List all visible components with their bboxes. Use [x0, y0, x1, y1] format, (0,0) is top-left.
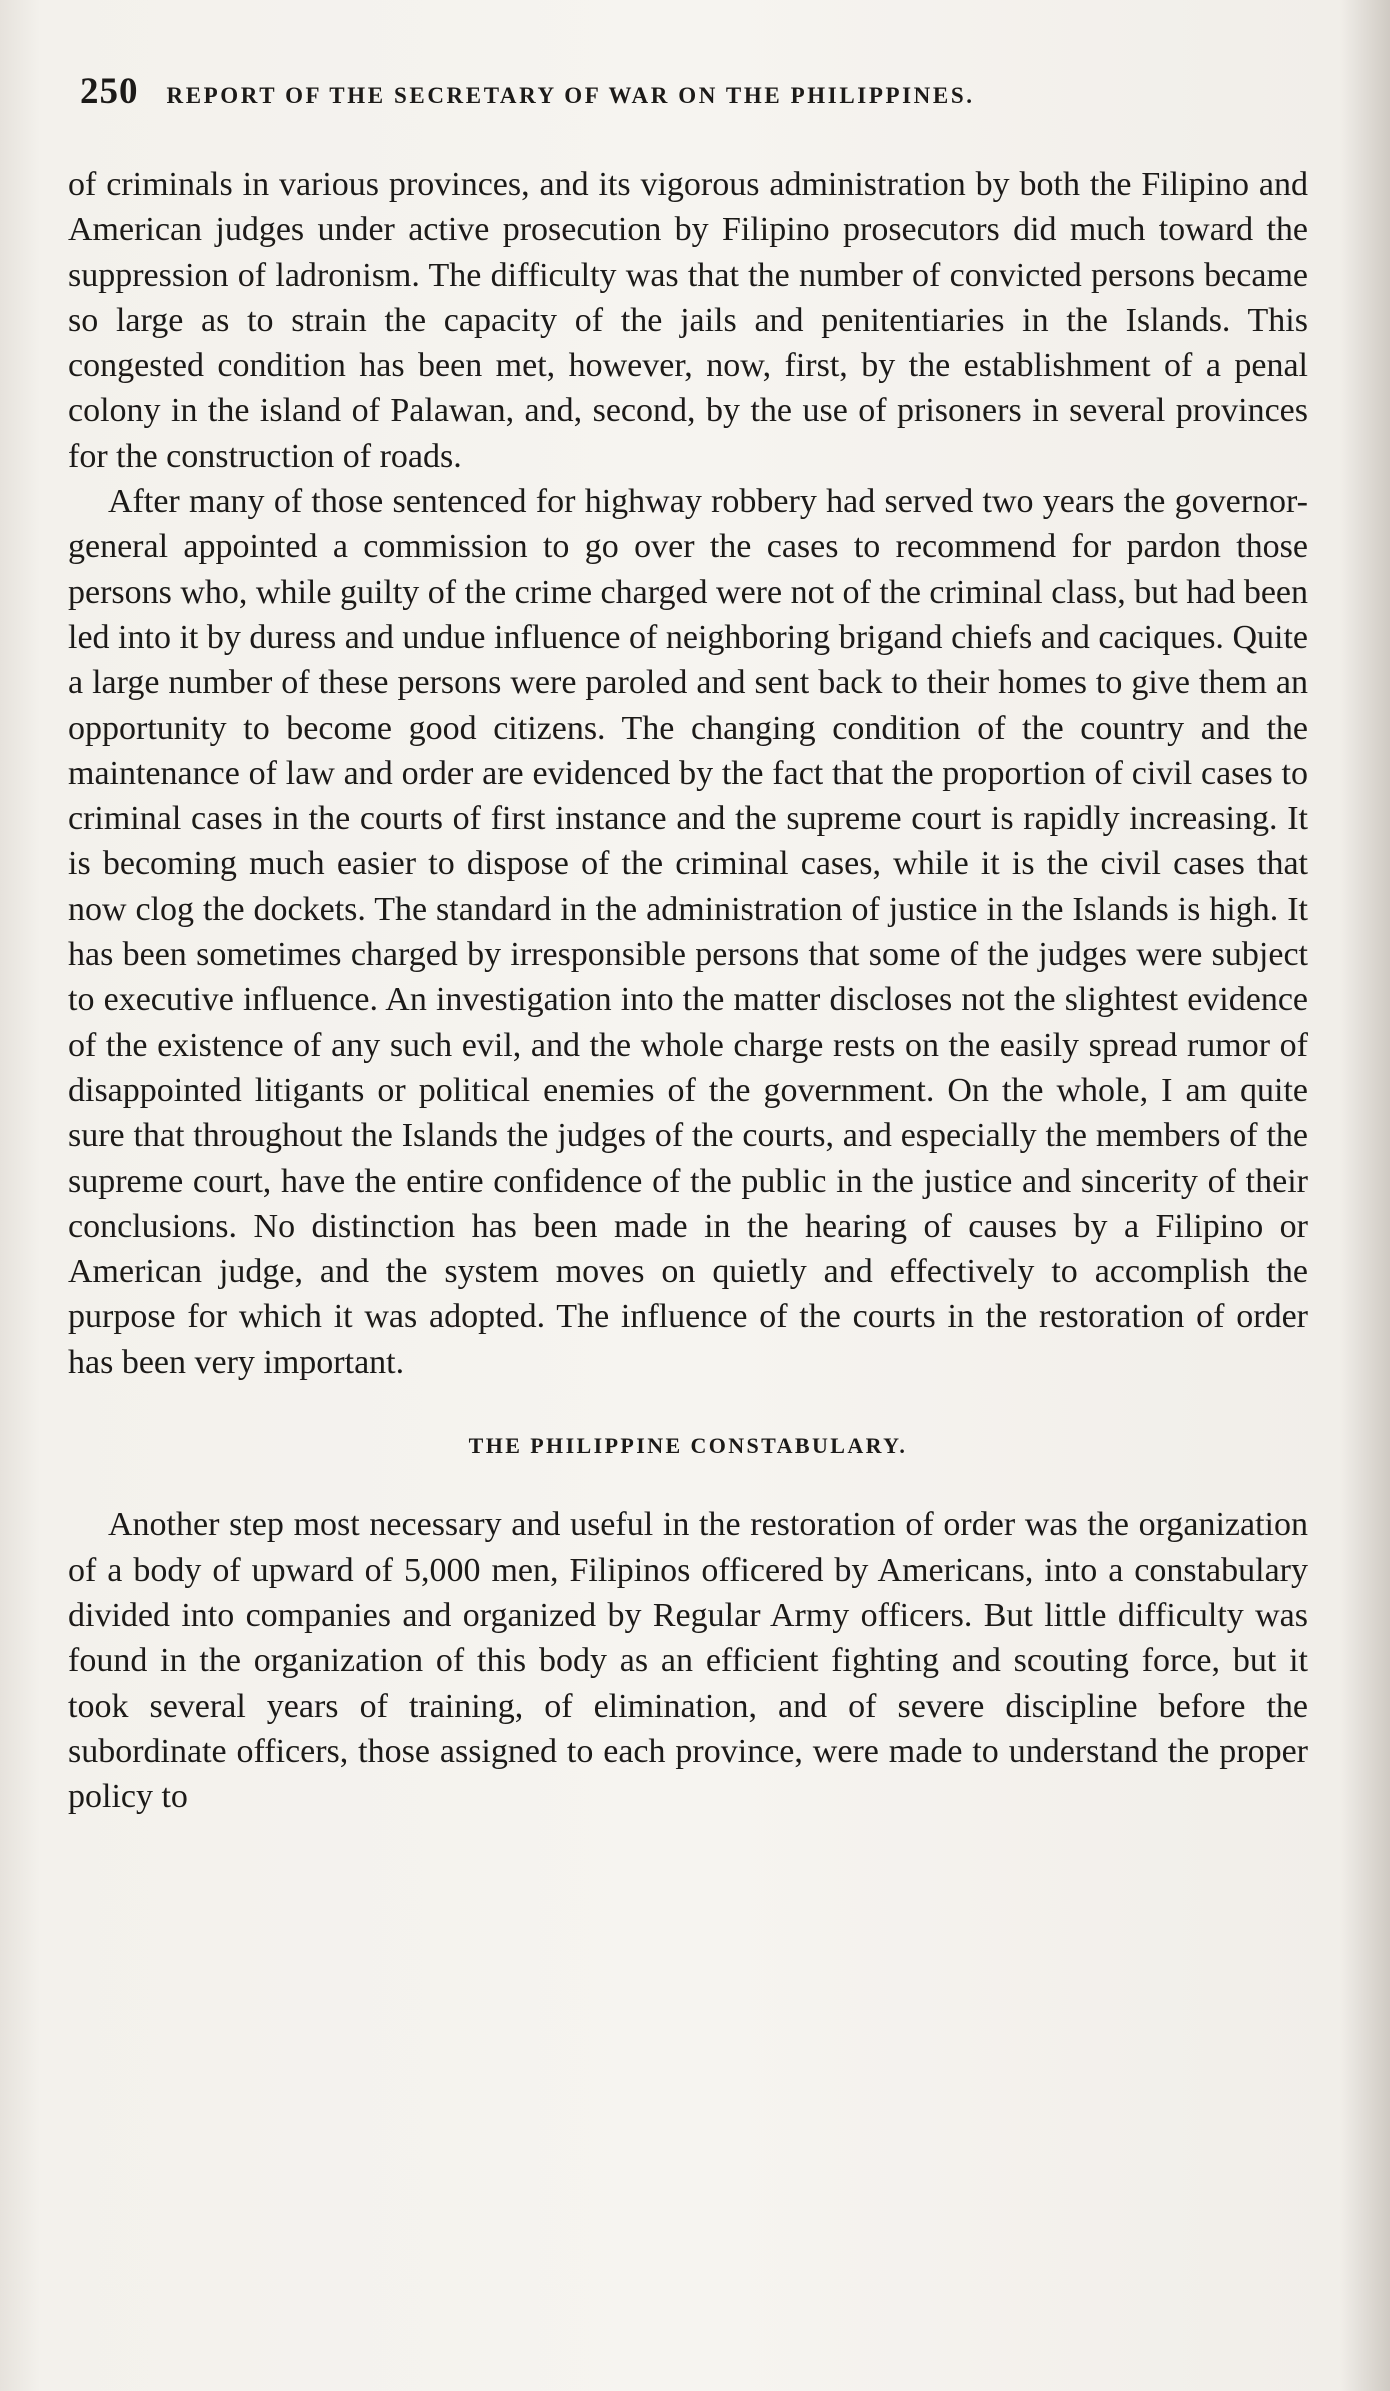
paragraph-constabulary: Another step most necessary and useful in the restoration of order was the organization of a body of upward of 5,000 men, Filipinos officered by Americans, into a constabulary divided into companies and organized by Regular Army officers. But little difficulty was found in the organization of this body as an efficient fighting and scouting force, but it took several years of training, of elimination, and of severe discipline before the subordinate officers, those assigned to each province, were made to understand the proper policy to	[68, 1506, 1308, 1816]
running-title: REPORT OF THE SECRETARY OF WAR ON THE PHILIPPINES.	[166, 83, 975, 108]
section-heading: THE PHILIPPINE CONSTABULARY.	[468, 1433, 908, 1459]
paragraph-pardons: After many of those sentenced for highway robbery had served two years the governor-general appointed a commission to go over the cases to recommend for pardon those persons who, while guilty of the crime charged were not of the criminal class, but had been led into it by duress and undue influence of neighboring brigand chiefs and caciques. Quite a large number of these persons were paroled and sent back to their homes to give them an opportunity to become good citizens. The changing condition of the country and the maintenance of law and order are evidenced by the fact that the proportion of civil cases to criminal cases in the courts of first instance and the supreme court is rapidly increasing. It is becoming much easier to dispose of the criminal cases, while it is the civil cases that now clog the dockets. The standard in the administration of justice in the Islands is high. It has been sometimes charged by irresponsible persons that some of the judges were subject to executive influence. An investigation into the matter discloses not the slightest evidence of the existence of any such evil, and the whole charge rests on the easily spread rumor of disappointed litigants or political enemies of the government. On the whole, I am quite sure that throughout the Islands the judges of the courts, and especially the members of the supreme court, have the entire confidence of the public in the justice and sincerity of their conclusions. No distinction has been made in the hearing of causes by a Filipino or American judge, and the system moves on quietly and effectively to accomplish the purpose for which it was adopted. The influence of the courts in the restoration of order has been very important.	[68, 483, 1309, 1381]
body-text	[68, 162, 1308, 1819]
paragraph-continued: of criminals in various provinces, and its vigorous administration by both the Filipino and American judges under active prosecution by Filipino prosecutors did much toward the suppression of ladronism. The difficulty was that the number of convicted persons became so large as to strain the capacity of the jails and penitentiaries in the Islands. This congested condition has been met, however, now, first, by the establishment of a penal colony in the island of Palawan, and, second, by the use of prisoners in several provinces for the construction of roads.	[68, 166, 1308, 475]
page-content	[68, 70, 1308, 1819]
running-header	[80, 70, 1308, 136]
page-number: 250	[80, 71, 139, 112]
